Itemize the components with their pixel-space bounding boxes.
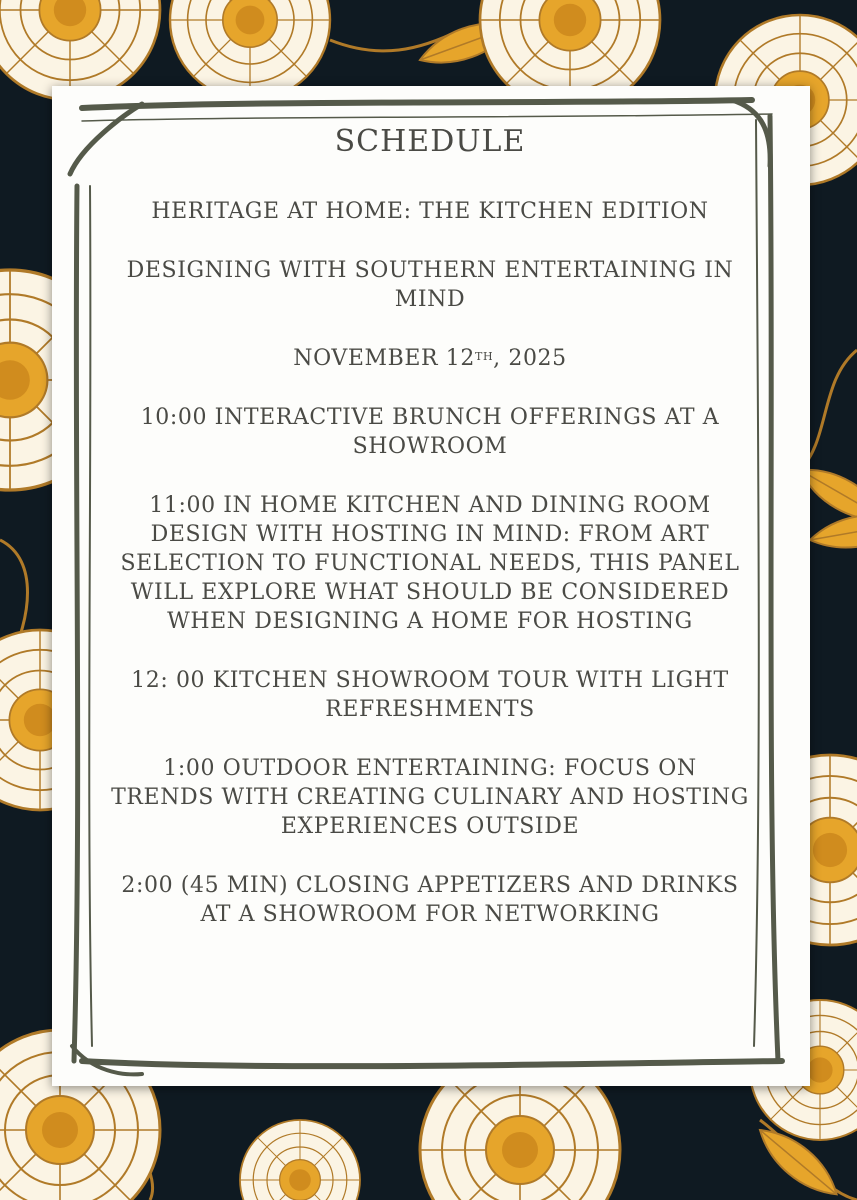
schedule-item: 1:00 OUTDOOR ENTERTAINING: FOCUS ON TRENDS WITH CREATING CULINARY AND HOSTING EXPERIENCES OUTSIDE <box>111 756 749 839</box>
date-prefix: NOVEMBER 12 <box>293 346 476 371</box>
event-subtitle: DESIGNING WITH SOUTHERN ENTERTAINING IN MIND <box>126 258 734 312</box>
schedule-item: 12: 00 KITCHEN SHOWROOM TOUR WITH LIGHT REFRESHMENTS <box>131 668 729 722</box>
date-year: , 2025 <box>493 346 567 371</box>
schedule-item: 11:00 IN HOME KITCHEN AND DINING ROOM DESIGN WITH HOSTING IN MIND: FROM ART SELECTION TO FUNCTIONAL NEEDS, THIS PANEL WILL EXPLORE WHAT SHOULD BE CONSIDERED WHEN DESIGNING A HOME FOR HOSTING <box>120 493 740 634</box>
schedule-item: 10:00 INTERACTIVE BRUNCH OFFERINGS AT A SHOWROOM <box>140 405 720 459</box>
page-title: SCHEDULE <box>334 124 526 159</box>
event-name: HERITAGE AT HOME: THE KITCHEN EDITION <box>151 199 709 224</box>
schedule-item: 2:00 (45 MIN) CLOSING APPETIZERS AND DRINKS AT A SHOWROOM FOR NETWORKING <box>121 873 739 927</box>
date-suffix: TH <box>475 350 494 363</box>
event-date <box>110 344 750 373</box>
schedule-content <box>110 120 750 959</box>
